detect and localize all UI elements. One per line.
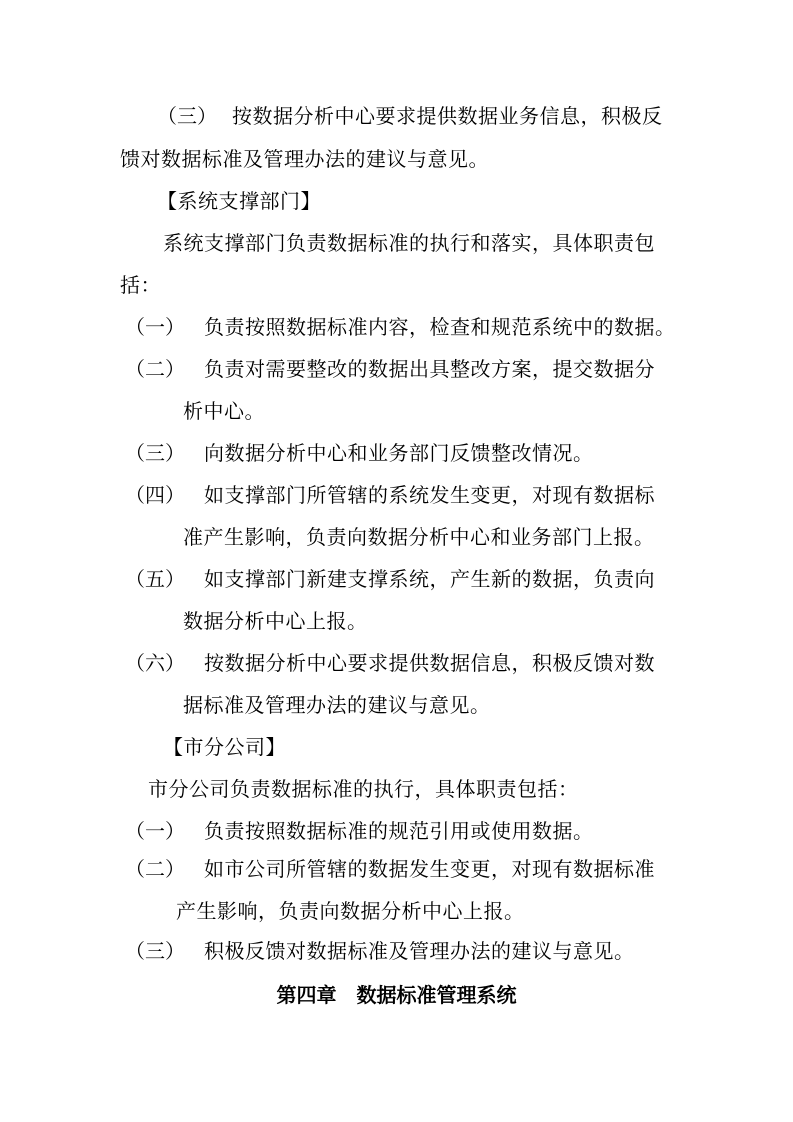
city-branch-item-1-number: （一） (125, 819, 185, 843)
city-branch-intro: 市分公司负责数据标准的执行，具体职责包括： (148, 777, 579, 801)
business-item-3-line-1: 按数据分析中心要求提供数据业务信息，积极反 (232, 104, 663, 128)
city-branch-item-3-line-1: 积极反馈对数据标准及管理办法的建议与意见。 (204, 939, 635, 963)
city-branch-item-3-number: （三） (125, 939, 185, 963)
city-branch-item-2-line-1: 如市公司所管辖的数据发生变更，对现有数据标准 (204, 857, 655, 881)
system-support-item-6-number: （六） (125, 651, 185, 675)
city-branch-item-1-line-1: 负责按照数据标准的规范引用或使用数据。 (204, 819, 594, 843)
business-item-3-number: （三） (157, 104, 217, 128)
system-support-intro-line-2: 括： (120, 273, 161, 297)
system-support-item-4-number: （四） (125, 483, 185, 507)
system-support-item-2-line-2: 析中心。 (183, 399, 265, 423)
chapter-title: 第四章 数据标准管理系统 (276, 983, 517, 1007)
system-support-item-3-number: （三） (125, 441, 185, 465)
system-support-item-4-line-1: 如支撑部门所管辖的系统发生变更，对现有数据标 (204, 483, 655, 507)
system-support-item-6-line-1: 按数据分析中心要求提供数据信息，积极反馈对数 (204, 651, 655, 675)
system-support-item-5-line-2: 数据分析中心上报。 (183, 609, 368, 633)
system-support-item-1-line-1: 负责按照数据标准内容，检查和规范系统中的数据。 (204, 315, 676, 339)
system-support-item-2-line-1: 负责对需要整改的数据出具整改方案，提交数据分 (204, 357, 655, 381)
system-support-item-4-line-2: 准产生影响，负责向数据分析中心和业务部门上报。 (183, 525, 655, 549)
system-support-item-6-line-2: 据标准及管理办法的建议与意见。 (183, 693, 491, 717)
system-support-heading: 【系统支撑部门】 (157, 189, 321, 213)
city-branch-item-2-line-2: 产生影响，负责向数据分析中心上报。 (176, 899, 525, 923)
system-support-item-3-line-1: 向数据分析中心和业务部门反馈整改情况。 (204, 441, 594, 465)
city-branch-item-2-number: （二） (125, 857, 185, 881)
system-support-item-5-number: （五） (125, 567, 185, 591)
business-item-3-line-2: 馈对数据标准及管理办法的建议与意见。 (120, 147, 489, 171)
system-support-item-1-number: （一） (125, 315, 185, 339)
system-support-item-2-number: （二） (125, 357, 185, 381)
system-support-item-5-line-1: 如支撑部门新建支撑系统，产生新的数据，负责向 (204, 567, 655, 591)
system-support-intro-line-1: 系统支撑部门负责数据标准的执行和落实，具体职责包 (163, 231, 655, 255)
city-branch-heading: 【市分公司】 (163, 735, 286, 759)
